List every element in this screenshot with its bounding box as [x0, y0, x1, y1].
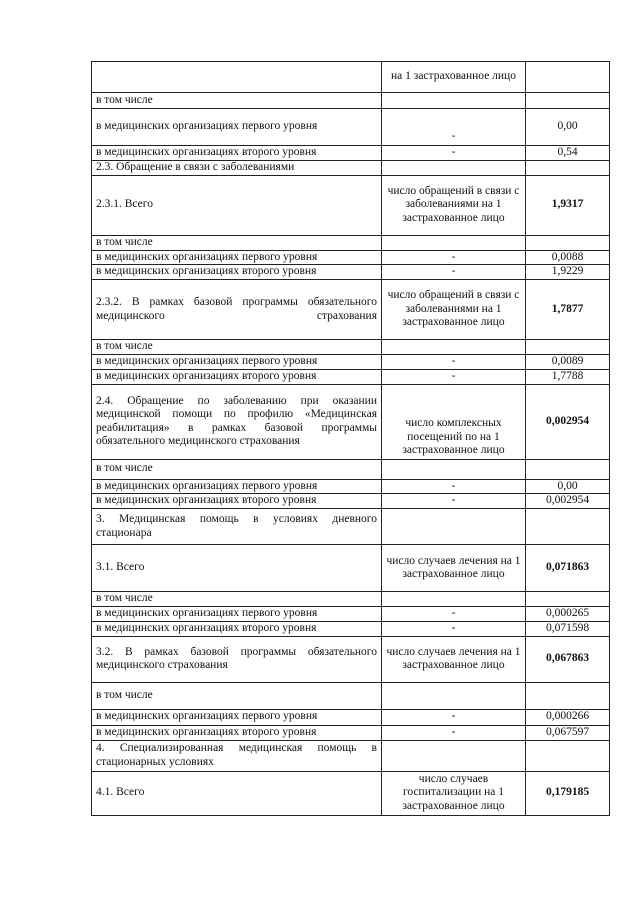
indicator-name: в том числе: [92, 340, 382, 355]
unit-of-measure: -: [382, 146, 526, 161]
table-row: [92, 160, 610, 175]
table-row: [92, 369, 610, 384]
section-heading: 2.3. Обращение в связи с заболеваниями: [92, 160, 382, 175]
table-row: [92, 771, 610, 815]
indicator-name: в том числе: [92, 682, 382, 709]
unit-of-measure: число комплексных посещений по на 1 застрахованное лицо: [382, 384, 526, 459]
table-row: [92, 235, 610, 250]
indicator-value: 0,002954: [526, 494, 610, 509]
indicator-value: [526, 509, 610, 545]
indicator-value: [526, 160, 610, 175]
indicator-value: 0,000266: [526, 709, 610, 725]
indicator-value: 0,067863: [526, 636, 610, 682]
table-row: [92, 725, 610, 740]
table-row: [92, 280, 610, 340]
indicator-name: в медицинских организациях второго уровня: [92, 494, 382, 509]
section-heading: 3. Медицинская помощь в условиях дневного стационара: [92, 509, 382, 545]
indicator-value: [526, 62, 610, 93]
indicator-name: 2.3.1. Всего: [92, 175, 382, 235]
indicator-value: [526, 93, 610, 109]
indicator-name: в том числе: [92, 459, 382, 479]
unit-of-measure: [382, 509, 526, 545]
indicator-name: в медицинских организациях второго уровня: [92, 725, 382, 740]
unit-of-measure: -: [382, 355, 526, 370]
unit-of-measure: [382, 93, 526, 109]
table-row: [92, 62, 610, 93]
unit-of-measure: -: [382, 725, 526, 740]
indicator-value: [526, 340, 610, 355]
indicator-name: в том числе: [92, 235, 382, 250]
unit-of-measure: [382, 459, 526, 479]
indicator-value: 1,7788: [526, 369, 610, 384]
table-row: [92, 494, 610, 509]
indicator-value: [526, 459, 610, 479]
indicator-value: 0,00: [526, 479, 610, 494]
table-row: [92, 93, 610, 109]
unit-of-measure: число обращений в связи с заболеваниями на 1 застрахованное лицо: [382, 175, 526, 235]
table-row: [92, 459, 610, 479]
indicator-name: в медицинских организациях первого уровня: [92, 479, 382, 494]
indicator-name: в том числе: [92, 592, 382, 607]
indicator-name: 3.2. В рамках базовой программы обязательного медицинского страхования: [92, 636, 382, 682]
indicator-name: в медицинских организациях первого уровня: [92, 709, 382, 725]
indicator-value: [526, 592, 610, 607]
unit-of-measure: [382, 740, 526, 771]
table-row: [92, 509, 610, 545]
indicator-name: в медицинских организациях первого уровня: [92, 250, 382, 265]
unit-of-measure: -: [382, 607, 526, 622]
indicator-name: 2.3.2. В рамках базовой программы обязательного медицинского страхования: [92, 280, 382, 340]
indicator-name: в медицинских организациях первого уровня: [92, 607, 382, 622]
indicator-name: в медицинских организациях второго уровня: [92, 146, 382, 161]
indicator-value: 0,0088: [526, 250, 610, 265]
indicator-name: в медицинских организациях второго уровня: [92, 265, 382, 280]
table-row: [92, 545, 610, 592]
table-row: [92, 479, 610, 494]
indicator-value: 0,067597: [526, 725, 610, 740]
indicator-name: в медицинских организациях первого уровня: [92, 355, 382, 370]
table-row: [92, 146, 610, 161]
unit-of-measure: -: [382, 494, 526, 509]
unit-of-measure: число обращений в связи с заболеваниями на 1 застрахованное лицо: [382, 280, 526, 340]
indicator-name: в медицинских организациях второго уровня: [92, 369, 382, 384]
indicator-name: в медицинских организациях второго уровня: [92, 621, 382, 636]
indicator-name: в медицинских организациях первого уровня: [92, 109, 382, 146]
table-row: [92, 175, 610, 235]
indicator-value: 1,7877: [526, 280, 610, 340]
unit-of-measure: -: [382, 709, 526, 725]
indicator-value: 0,071598: [526, 621, 610, 636]
unit-of-measure: -: [382, 250, 526, 265]
table-row: [92, 340, 610, 355]
indicator-value: 0,0089: [526, 355, 610, 370]
unit-of-measure: [382, 235, 526, 250]
unit-of-measure: -: [382, 109, 526, 146]
unit-of-measure: [382, 160, 526, 175]
table-row: [92, 592, 610, 607]
table-row: [92, 709, 610, 725]
unit-of-measure: -: [382, 265, 526, 280]
indicator-value: 0,00: [526, 109, 610, 146]
indicator-name: 4.1. Всего: [92, 771, 382, 815]
unit-of-measure: число случаев лечения на 1 застрахованное лицо: [382, 545, 526, 592]
indicators-table: [91, 61, 610, 816]
table-row: [92, 384, 610, 459]
table-row: [92, 682, 610, 709]
section-heading: 4. Специализированная медицинская помощь в стационарных условиях: [92, 740, 382, 771]
indicator-value: 0,071863: [526, 545, 610, 592]
indicator-value: 0,54: [526, 146, 610, 161]
table-row: [92, 607, 610, 622]
indicator-value: 0,002954: [526, 384, 610, 459]
indicator-name: [92, 62, 382, 93]
indicator-value: 0,000265: [526, 607, 610, 622]
indicator-value: [526, 235, 610, 250]
indicator-name: 2.4. Обращение по заболеванию при оказании медицинской помощи по профилю «Медицинская реабилитация» в рамках базовой программы обязательного медицинского страхования: [92, 384, 382, 459]
indicator-value: 0,179185: [526, 771, 610, 815]
unit-of-measure: число случаев лечения на 1 застрахованное лицо: [382, 636, 526, 682]
indicator-name: 3.1. Всего: [92, 545, 382, 592]
unit-of-measure: число случаев госпитализации на 1 застрахованное лицо: [382, 771, 526, 815]
unit-of-measure: -: [382, 369, 526, 384]
unit-of-measure: [382, 592, 526, 607]
table-row: [92, 740, 610, 771]
unit-of-measure: [382, 340, 526, 355]
indicator-value: 1,9317: [526, 175, 610, 235]
table-row: [92, 636, 610, 682]
table-row: [92, 355, 610, 370]
indicator-name: в том числе: [92, 93, 382, 109]
table-row: [92, 265, 610, 280]
indicator-value: [526, 682, 610, 709]
unit-of-measure: -: [382, 621, 526, 636]
table-row: [92, 621, 610, 636]
unit-of-measure: [382, 682, 526, 709]
unit-of-measure: -: [382, 479, 526, 494]
table-row: [92, 250, 610, 265]
indicator-value: [526, 740, 610, 771]
indicator-value: 1,9229: [526, 265, 610, 280]
unit-of-measure: на 1 застрахованное лицо: [382, 62, 526, 93]
table-row: [92, 109, 610, 146]
